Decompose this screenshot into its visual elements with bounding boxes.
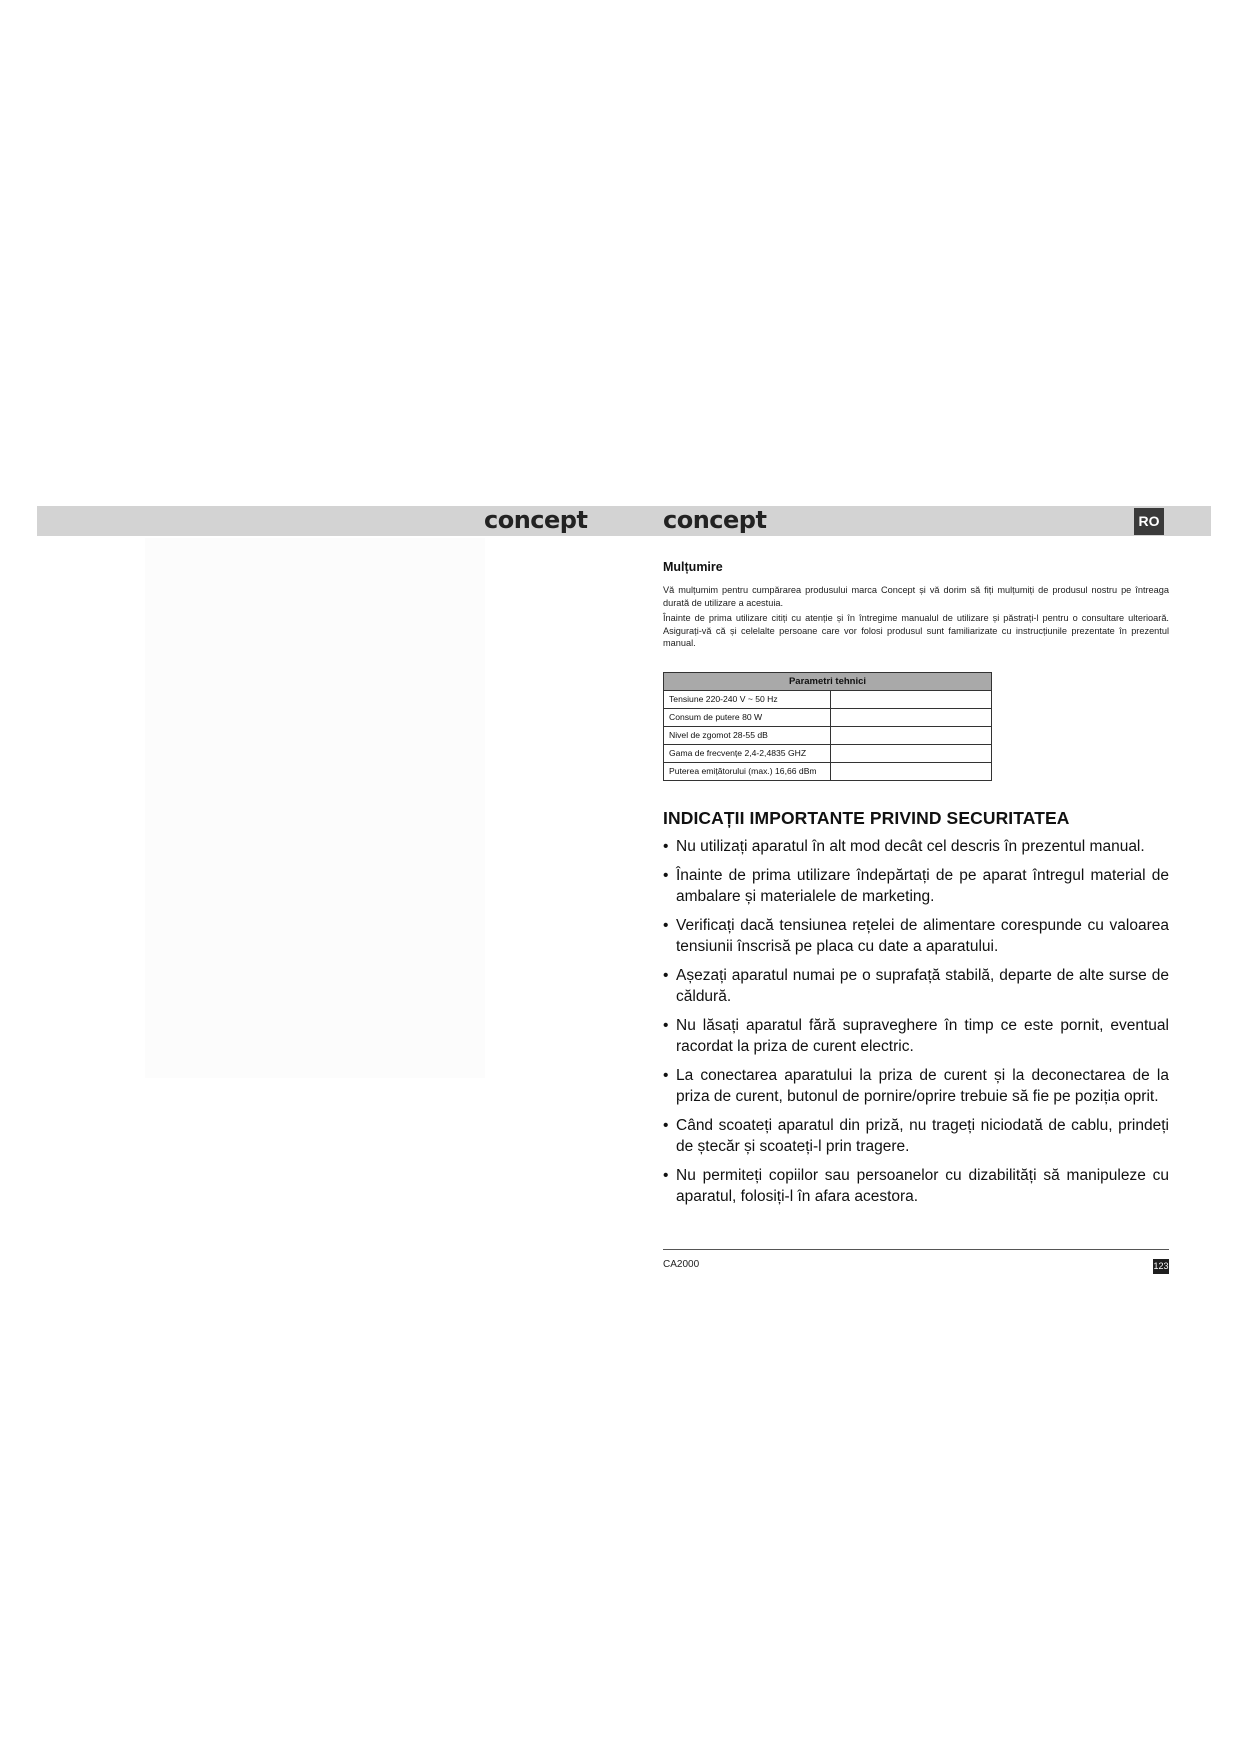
table-row [664, 708, 992, 726]
bullet-icon: • [663, 1067, 669, 1084]
safety-list [663, 837, 1169, 1208]
safety-item-text: La conectarea aparatului la priza de curent și la deconectarea de la priza de curent, butonul de pornire/oprire trebuie să fie pe poziția oprit. [676, 1067, 1169, 1105]
thanks-paragraph-2: Înainte de prima utilizare citiți cu atenție și în întregime manualul de utilizare și păstrați-l pentru o consultare ulterioară. Asigurați-vă că și celelalte persoane care vor folosi produsul sunt familiarizate cu instrucțiunile prezentate în prezentul manual. [663, 613, 1169, 648]
technical-parameters-title: Parametri tehnici [664, 672, 992, 690]
thanks-paragraph-1: Vă mulțumim pentru cumpărarea produsului marca Concept și vă dorim să fiți mulțumiți de produsul nostru pe întreaga durată de utilizare a acestuia. [663, 585, 1169, 608]
bullet-icon: • [663, 867, 669, 884]
footer-model: CA2000 [663, 1259, 700, 1270]
table-row [664, 690, 992, 708]
page-content [663, 560, 1169, 1216]
safety-item-text: Verificați dacă tensiunea rețelei de alimentare corespunde cu valoarea tensiunii înscrisă pe placa cu date a aparatului. [676, 917, 1169, 955]
list-item [663, 1166, 1169, 1207]
concept-logo-left: concept [484, 506, 588, 534]
spec-cell: Puterea emițătorului (max.) 16,66 dBm [664, 762, 831, 780]
list-item [663, 1066, 1169, 1107]
spec-empty-cell [831, 690, 992, 708]
spec-cell: Tensiune 220-240 V ~ 50 Hz [664, 690, 831, 708]
left-page-blank [145, 538, 485, 1078]
bullet-icon: • [663, 1117, 669, 1134]
thanks-heading: Mulțumire [663, 560, 723, 574]
header-band [37, 506, 1211, 536]
footer-divider [663, 1249, 1169, 1250]
safety-item-text: Nu permiteți copiilor sau persoanelor cu dizabilități să manipuleze cu aparatul, folosiți-l în afara acestora. [676, 1167, 1169, 1205]
safety-item-text: Înainte de prima utilizare îndepărtați de pe aparat întregul material de ambalare și materialele de marketing. [676, 867, 1169, 905]
table-row [664, 744, 992, 762]
list-item [663, 966, 1169, 1007]
page-number: 123 [1153, 1259, 1169, 1274]
language-badge: RO [1134, 508, 1164, 535]
spec-empty-cell [831, 762, 992, 780]
safety-item-text: Când scoateți aparatul din priză, nu trageți niciodată de cablu, prindeți de ștecăr și scoateți-l prin tragere. [676, 1117, 1169, 1155]
list-item [663, 916, 1169, 957]
concept-logo-right: concept [663, 506, 767, 534]
list-item [663, 837, 1169, 858]
list-item [663, 1116, 1169, 1157]
list-item [663, 1016, 1169, 1057]
bullet-icon: • [663, 917, 669, 934]
bullet-icon: • [663, 1167, 669, 1184]
bullet-icon: • [663, 837, 669, 855]
spec-empty-cell [831, 726, 992, 744]
safety-item-text: Nu lăsați aparatul fără supraveghere în timp ce este pornit, eventual racordat la priza de curent electric. [676, 1017, 1169, 1055]
spec-empty-cell [831, 708, 992, 726]
bullet-icon: • [663, 1017, 669, 1034]
safety-item-text: Așezați aparatul numai pe o suprafață stabilă, departe de alte surse de căldură. [676, 967, 1169, 1005]
table-row [664, 726, 992, 744]
list-item [663, 866, 1169, 907]
safety-item-text: Nu utilizați aparatul în alt mod decât cel descris în prezentul manual. [676, 837, 1145, 855]
spec-cell: Gama de frecvențe 2,4-2,4835 GHZ [664, 744, 831, 762]
table-row [664, 762, 992, 780]
spec-cell: Consum de putere 80 W [664, 708, 831, 726]
spec-cell: Nivel de zgomot 28-55 dB [664, 726, 831, 744]
technical-parameters-table [663, 672, 992, 781]
safety-heading: INDICAȚII IMPORTANTE PRIVIND SECURITATEA [663, 807, 1070, 828]
spec-empty-cell [831, 744, 992, 762]
bullet-icon: • [663, 967, 669, 984]
